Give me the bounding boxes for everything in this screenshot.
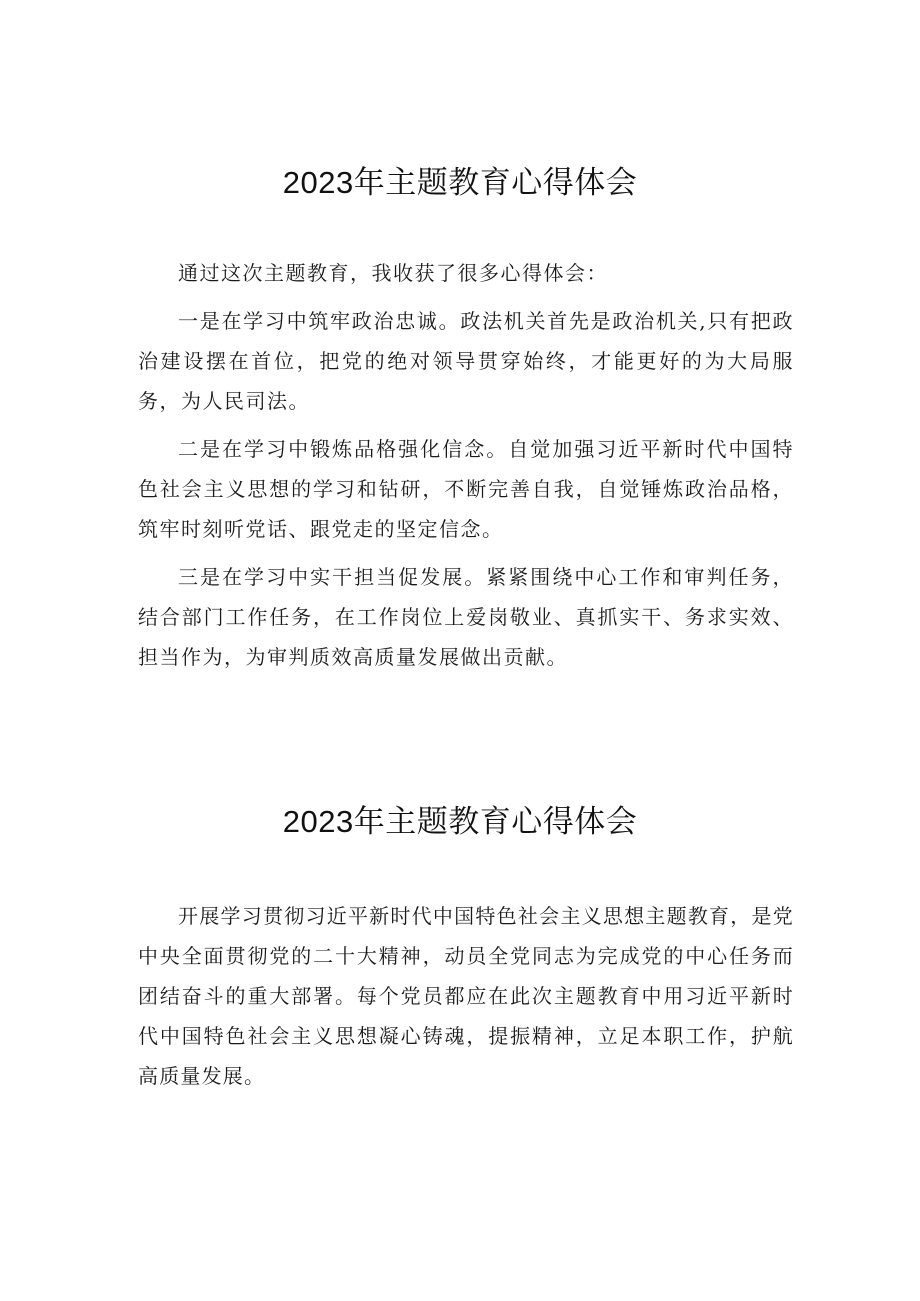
section-2-body [138, 896, 794, 1104]
paragraph-intro: 通过这次主题教育，我收获了很多心得体会： [178, 261, 608, 285]
paragraph-point-3: 三是在学习中实干担当促发展。紧紧围绕中心工作和审判任务，结合部门工作任务，在工作岗位上爱岗敬业、真抓实干、务求实效、担当作为，为审判质效高质量发展做出贡献。 [138, 565, 794, 669]
paragraph-main: 开展学习贯彻习近平新时代中国特色社会主义思想主题教育，是党中央全面贯彻党的二十大精神，动员全党同志为完成党的中心任务而团结奋斗的重大部署。每个党员都应在此次主题教育中用习近平新时代中国特色社会主义思想凝心铸魂，提振精神，立足本职工作，护航高质量发展。 [138, 904, 794, 1088]
section-1-body [138, 253, 794, 685]
paragraph-point-1: 一是在学习中筑牢政治忠诚。政法机关首先是政治机关,只有把政治建设摆在首位，把党的绝对领导贯穿始终，才能更好的为大局服务，为人民司法。 [138, 309, 794, 413]
section-2-title: 2023年主题教育心得体会 [282, 804, 638, 839]
paragraph-point-2: 二是在学习中锻炼品格强化信念。自觉加强习近平新时代中国特色社会主义思想的学习和钻研，不断完善自我，自觉锤炼政治品格，筑牢时刻听党话、跟党走的坚定信念。 [138, 437, 794, 541]
section-1-title: 2023年主题教育心得体会 [282, 165, 638, 200]
